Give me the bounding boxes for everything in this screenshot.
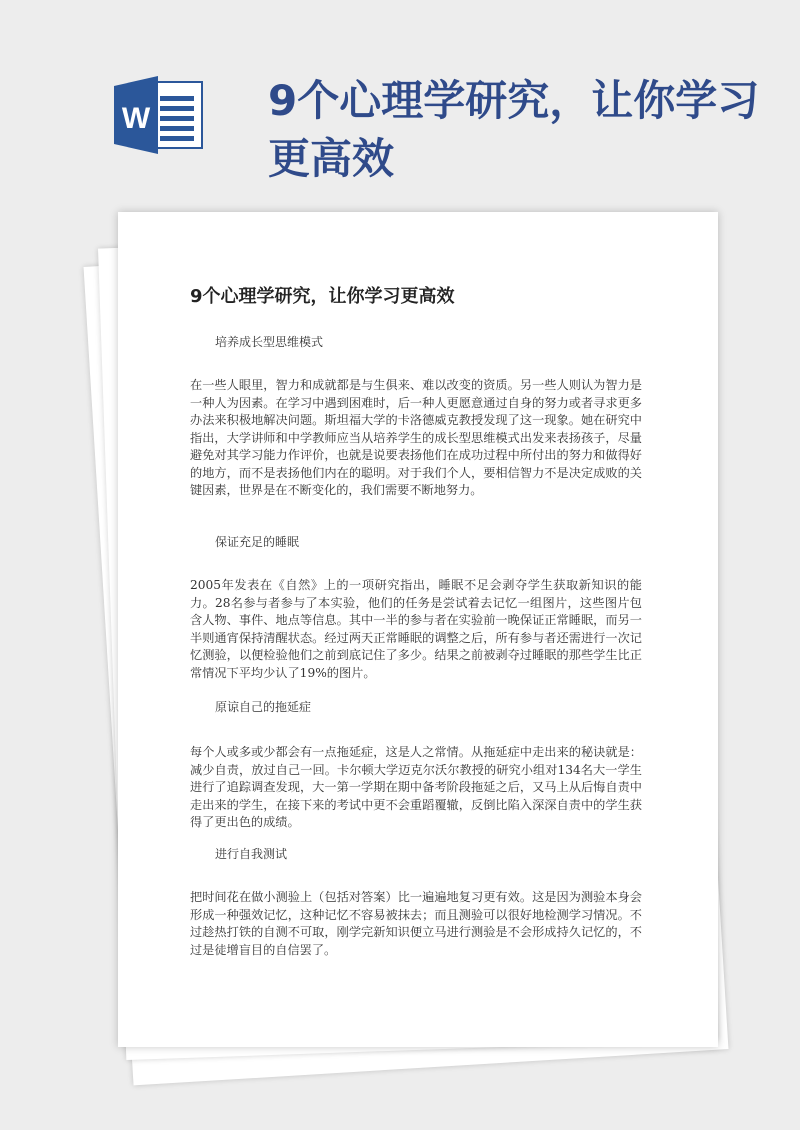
- section-heading: 保证充足的睡眠: [215, 535, 300, 549]
- section-body: 把时间花在做小测验上（包括对答案）比一遍遍地复习更有效。这是因为测验本身会形成一种强效记忆，这种记忆不容易被抹去；而且测验可以很好地检测学习情况。不过趁热打铁的自测不可取，刚学完新知识便立马进行测验是不会形成持久记忆的，不过是徒增盲目的自信罢了。: [190, 890, 642, 957]
- logo-letter: W: [121, 102, 151, 135]
- section-heading: 进行自我测试: [215, 847, 288, 861]
- word-document-icon: [110, 72, 210, 158]
- section-body: 在一些人眼里，智力和成就都是与生俱来、难以改变的资质。另一些人则认为智力是一种人为因素。在学习中遇到困难时，后一种人更愿意通过自身的努力或者寻求更多办法来积极地解决问题。斯坦福大学的卡洛德威克教授发现了这一现象。她在研究中指出，大学讲师和中学教师应当从培养学生的成长型思维模式出发来表扬孩子，尽量避免对其学习能力作评价，也就是说要表扬他们在成功过程中所付出的努力和做得好的地方，而不是表扬他们内在的聪明。对于我们个人，要相信智力不是决定成败的关键因素，世界是在不断变化的，我们需要不断地努力。: [190, 378, 642, 497]
- section-body: 每个人或多或少都会有一点拖延症，这是人之常情。从拖延症中走出来的秘诀就是：减少自责，放过自己一回。卡尔顿大学迈克尔沃尔教授的研究小组对134名大一学生进行了追踪调查发现，大一第一学期在期中备考阶段拖延之后，又马上从后悔自责中走出来的学生，在接下来的考试中更不会重蹈覆辙，反倒比陷入深深自责中的学生获得了更出色的成绩。: [190, 745, 642, 829]
- banner-title: 9个心理学研究，让你学习更高效: [268, 76, 760, 183]
- section-heading: 培养成长型思维模式: [215, 335, 324, 349]
- section-heading: 原谅自己的拖延症: [215, 700, 312, 714]
- document-title: 9个心理学研究，让你学习更高效: [190, 286, 455, 307]
- section-body: 2005年发表在《自然》上的一项研究指出，睡眠不足会剥夺学生获取新知识的能力。28名参与者参与了本实验，他们的任务是尝试着去记忆一组图片，这些图片包含人物、事件、地点等信息。其中一半的参与者在实验前一晚保证正常睡眠，而另一半则通宵保持清醒状态。经过两天正常睡眠的调整之后，所有参与者还需进行一次记忆测验，以便检验他们之前到底记住了多少。结果之前被剥夺过睡眠的那些学生比正常情况下平均少认了19%的图片。: [190, 578, 642, 680]
